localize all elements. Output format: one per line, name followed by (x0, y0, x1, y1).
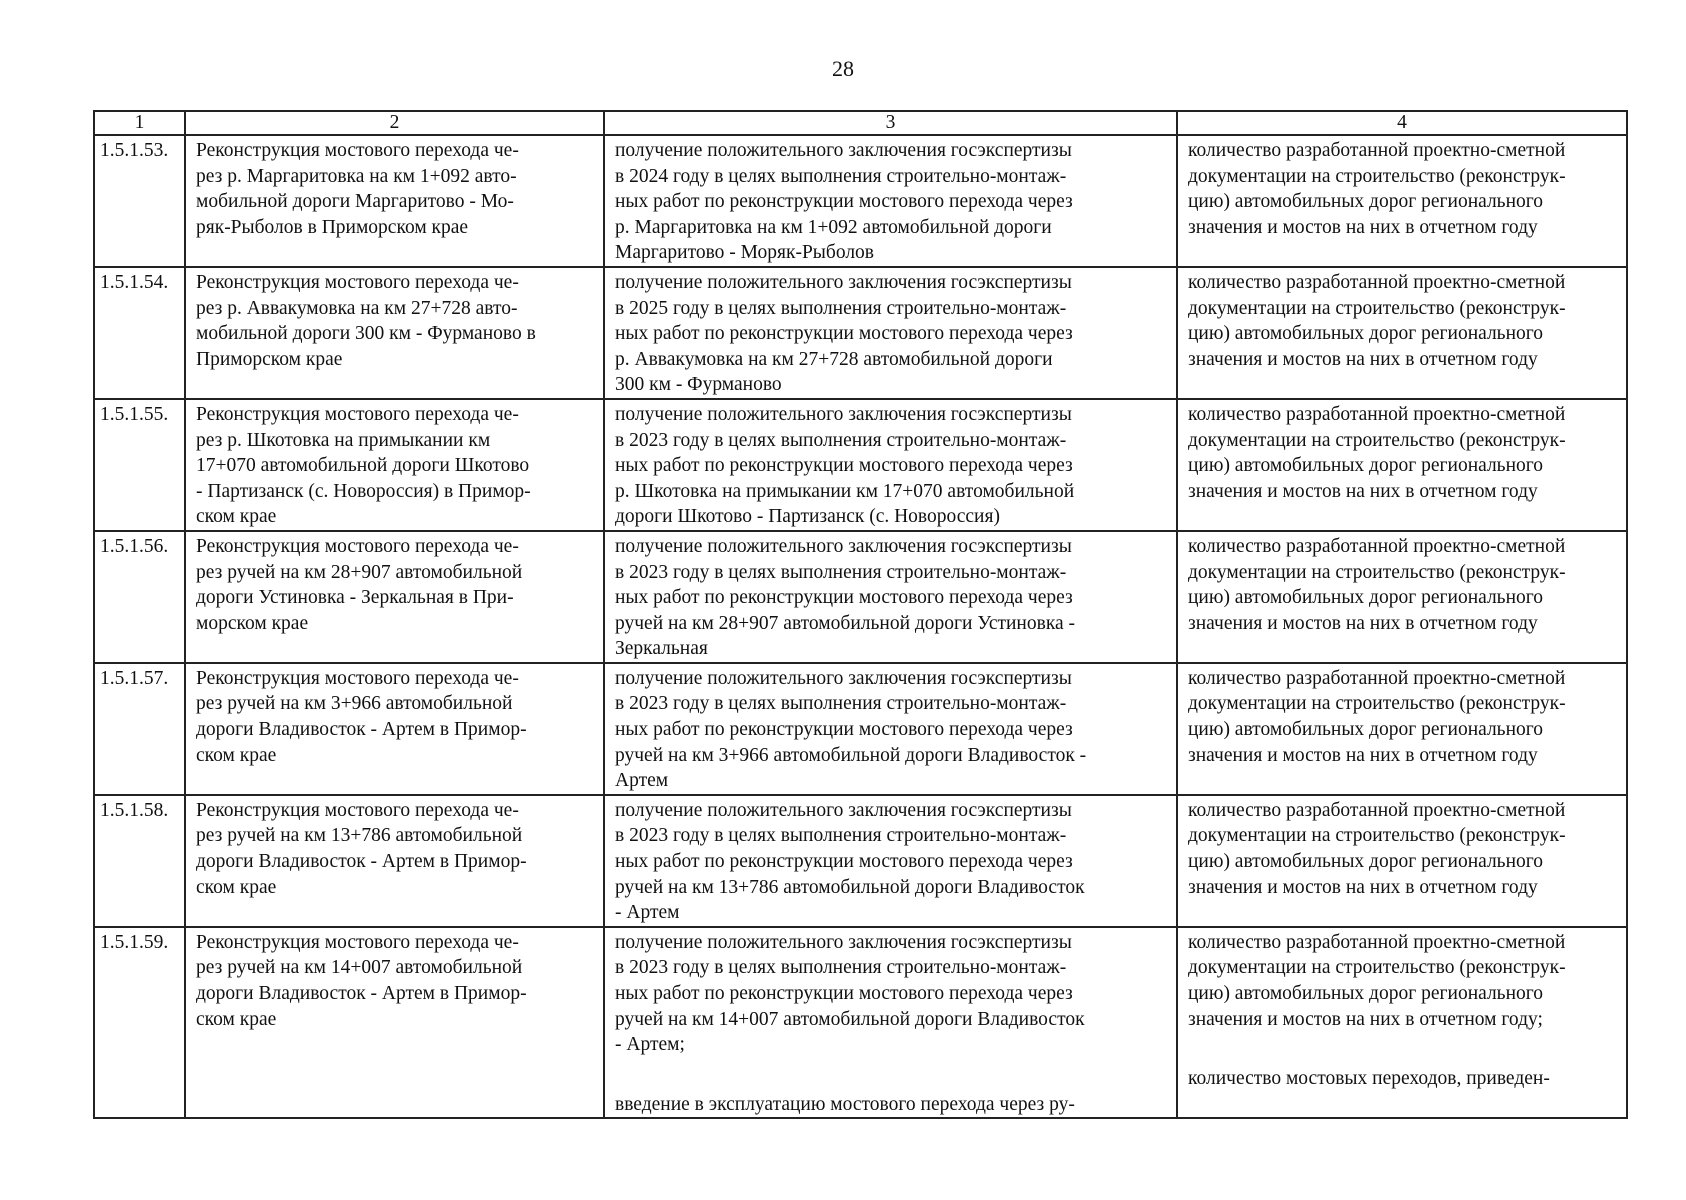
column-header-4: 4 (1177, 111, 1627, 135)
row-number: 1.5.1.54. (94, 267, 185, 399)
event-name: Реконструкция мостового перехода че- рез р. Аввакумовка на км 27+728 авто- мобильной дороги 300 км - Фурманово в Приморском крае (185, 267, 604, 399)
column-header-1: 1 (94, 111, 185, 135)
expected-result: получение положительного заключения госэкспертизы в 2023 году в целях выполнения строительно-монтаж- ных работ по реконструкции мостового перехода через ручей на км 13+786 автомобильной дороги Владивосток - Артем (604, 795, 1177, 927)
row-number: 1.5.1.58. (94, 795, 185, 927)
table-row (94, 267, 1627, 399)
indicator: количество разработанной проектно-сметной документации на строительство (реконструк- цию) автомобильных дорог регионального значения и мостов на них в отчетном году (1177, 267, 1627, 399)
page-number: 28 (832, 56, 854, 81)
expected-result: получение положительного заключения госэкспертизы в 2023 году в целях выполнения строительно-монтаж- ных работ по реконструкции мостового перехода через р. Шкотовка на примыкании км 17+070 автомобильной дороги Шкотово - Партизанск (с. Новороссия) (604, 399, 1177, 531)
expected-result (604, 927, 1177, 1119)
expected-result: получение положительного заключения госэкспертизы в 2023 году в целях выполнения строительно-монтаж- ных работ по реконструкции мостового перехода через ручей на км 28+907 автомобильной дороги Устиновка - Зеркальная (604, 531, 1177, 663)
indicator: количество разработанной проектно-сметной документации на строительство (реконструк- цию) автомобильных дорог регионального значения и мостов на них в отчетном году (1177, 135, 1627, 267)
expected-result: получение положительного заключения госэкспертизы в 2023 году в целях выполнения строительно-монтаж- ных работ по реконструкции мостового перехода через ручей на км 3+966 автомобильной дороги Владивосток - Артем (604, 663, 1177, 795)
indicator (1177, 927, 1627, 1119)
row-number: 1.5.1.53. (94, 135, 185, 267)
event-name: Реконструкция мостового перехода че- рез р. Шкотовка на примыкании км 17+070 автомобильной дороги Шкотово - Партизанск (с. Новороссия) в Примор- ском крае (185, 399, 604, 531)
indicator: количество разработанной проектно-сметной документации на строительство (реконструк- цию) автомобильных дорог регионального значения и мостов на них в отчетном году (1177, 795, 1627, 927)
table-row (94, 795, 1627, 927)
event-name: Реконструкция мостового перехода че- рез ручей на км 14+007 автомобильной дороги Владивосток - Артем в Примор- ском крае (185, 927, 604, 1119)
table-row (94, 927, 1627, 1119)
event-name: Реконструкция мостового перехода че- рез ручей на км 28+907 автомобильной дороги Устиновка - Зеркальная в При- морском крае (185, 531, 604, 663)
event-name: Реконструкция мостового перехода че- рез ручей на км 13+786 автомобильной дороги Владивосток - Артем в Примор- ском крае (185, 795, 604, 927)
program-table (93, 110, 1628, 1119)
expected-result-part-1: получение положительного заключения госэкспертизы в 2023 году в целях выполнения строительно-монтаж- ных работ по реконструкции мостового перехода через ручей на км 14+007 автомобильной дороги Владивосток - Артем; (615, 931, 1085, 1056)
row-number: 1.5.1.55. (94, 399, 185, 531)
table-row (94, 531, 1627, 663)
column-header-2: 2 (185, 111, 604, 135)
expected-result: получение положительного заключения госэкспертизы в 2025 году в целях выполнения строительно-монтаж- ных работ по реконструкции мостового перехода через р. Аввакумовка на км 27+728 автомобильной дороги 300 км - Фурманово (604, 267, 1177, 399)
header-row (94, 111, 1627, 135)
paragraph-gap (615, 1058, 1166, 1092)
expected-result-part-2: введение в эксплуатацию мостового перехода через ру- (615, 1093, 1075, 1115)
event-name: Реконструкция мостового перехода че- рез р. Маргаритовка на км 1+092 авто- мобильной дороги Маргаритово - Мо- ряк-Рыболов в Приморском крае (185, 135, 604, 267)
table-row (94, 135, 1627, 267)
indicator: количество разработанной проектно-сметной документации на строительство (реконструк- цию) автомобильных дорог регионального значения и мостов на них в отчетном году (1177, 531, 1627, 663)
indicator-part-1: количество разработанной проектно-сметной документации на строительство (реконструк- цию) автомобильных дорог регионального значения и мостов на них в отчетном году; (1188, 931, 1566, 1030)
paragraph-gap (1188, 1032, 1616, 1066)
column-header-3: 3 (604, 111, 1177, 135)
table-row (94, 399, 1627, 531)
event-name: Реконструкция мостового перехода че- рез ручей на км 3+966 автомобильной дороги Владивосток - Артем в Примор- ском крае (185, 663, 604, 795)
row-number: 1.5.1.57. (94, 663, 185, 795)
indicator: количество разработанной проектно-сметной документации на строительство (реконструк- цию) автомобильных дорог регионального значения и мостов на них в отчетном году (1177, 399, 1627, 531)
indicator-part-2: количество мостовых переходов, приведен- (1188, 1068, 1550, 1090)
indicator: количество разработанной проектно-сметной документации на строительство (реконструк- цию) автомобильных дорог регионального значения и мостов на них в отчетном году (1177, 663, 1627, 795)
table-row (94, 663, 1627, 795)
expected-result: получение положительного заключения госэкспертизы в 2024 году в целях выполнения строительно-монтаж- ных работ по реконструкции мостового перехода через р. Маргаритовка на км 1+092 автомобильной дороги Маргаритово - Моряк-Рыболов (604, 135, 1177, 267)
row-number: 1.5.1.56. (94, 531, 185, 663)
row-number: 1.5.1.59. (94, 927, 185, 1119)
